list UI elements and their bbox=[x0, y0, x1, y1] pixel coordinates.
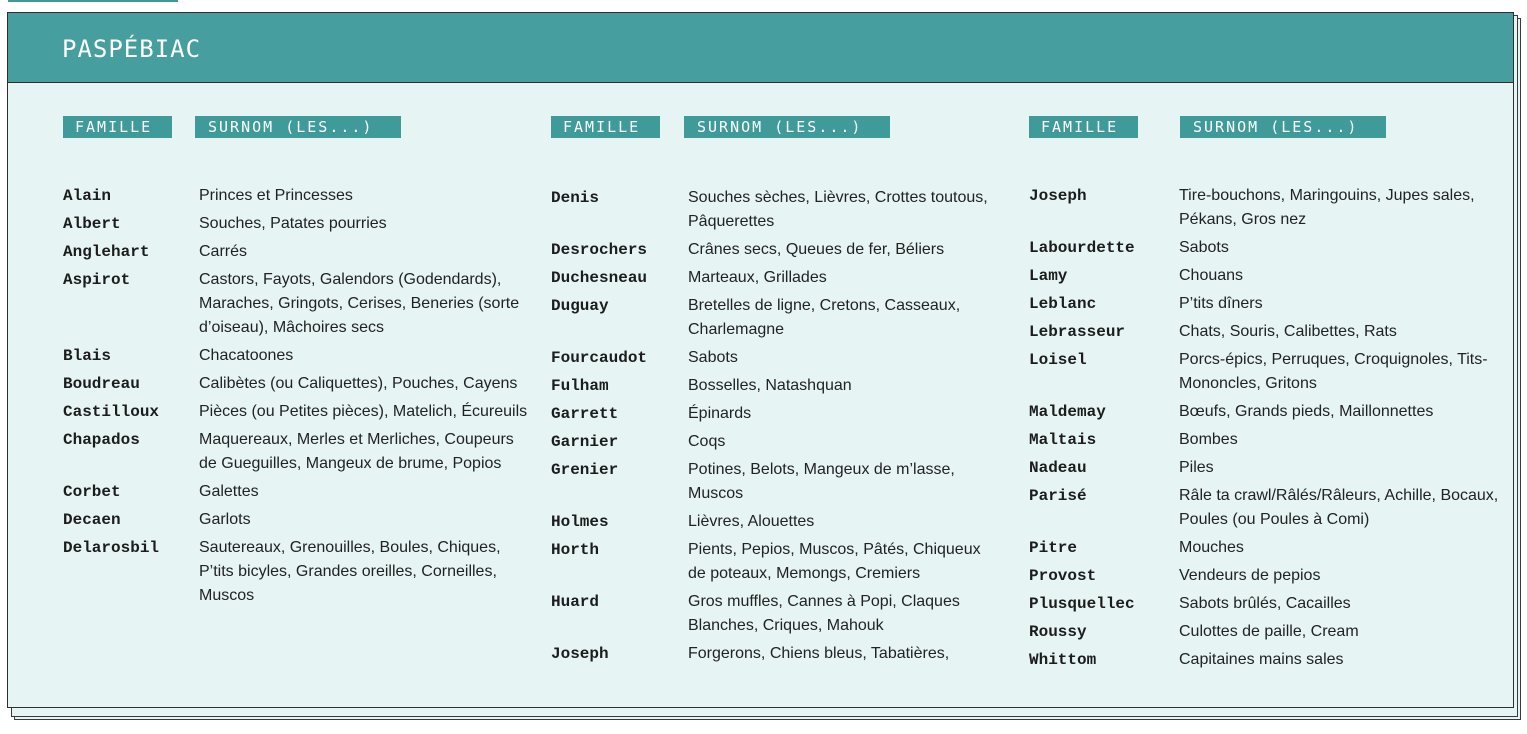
table-row bbox=[1029, 348, 1499, 396]
table-row bbox=[551, 458, 1001, 506]
family-name: Denis bbox=[551, 189, 600, 207]
table-row bbox=[63, 240, 533, 264]
rows bbox=[63, 184, 533, 612]
family-name: Delarosbil bbox=[63, 539, 160, 557]
nicknames: Tire-bouchons, Maringouins, Jupes sales, Pékans, Gros nez bbox=[1179, 187, 1475, 228]
table-row bbox=[551, 590, 1001, 638]
nicknames: Râle ta crawl/Râlés/Râleurs, Achille, Bocaux, Poules (ou Poules à Comi) bbox=[1179, 487, 1499, 528]
card-header bbox=[8, 13, 1513, 83]
nicknames: Bosselles, Natashquan bbox=[688, 377, 852, 394]
family-name: Maltais bbox=[1029, 431, 1097, 449]
famille-header: FAMILLE bbox=[1029, 116, 1138, 138]
table-row bbox=[1029, 648, 1499, 672]
nicknames: Bombes bbox=[1179, 431, 1238, 448]
nicknames: Chats, Souris, Calibettes, Rats bbox=[1179, 323, 1397, 340]
table-row bbox=[551, 346, 1001, 370]
table-row bbox=[1029, 264, 1499, 288]
nicknames: Coqs bbox=[688, 433, 726, 450]
family-name: Joseph bbox=[1029, 187, 1087, 205]
family-name: Duguay bbox=[551, 297, 609, 315]
nicknames: Castors, Fayots, Galendors (Godendards), Maraches, Gringots, Cerises, Beneries (sorte d’oiseau), Mâchoires secs bbox=[199, 271, 520, 336]
nicknames: Sabots bbox=[1179, 239, 1229, 256]
nicknames: P’tits dîners bbox=[1179, 295, 1263, 312]
table-row bbox=[551, 238, 1001, 262]
table-row bbox=[1029, 292, 1499, 316]
table-row bbox=[63, 372, 533, 396]
table-row bbox=[63, 536, 533, 608]
table-row bbox=[63, 400, 533, 424]
family-name: Blais bbox=[63, 347, 112, 365]
rows bbox=[1029, 184, 1499, 676]
surnom-header: SURNOM (LES...) bbox=[684, 116, 890, 138]
family-name: Fulham bbox=[551, 377, 609, 395]
famille-header: FAMILLE bbox=[63, 116, 172, 138]
table-row bbox=[551, 402, 1001, 426]
family-name: Plusquellec bbox=[1029, 595, 1135, 613]
table-row bbox=[63, 508, 533, 532]
nicknames: Gros muffles, Cannes à Popi, Claques Blanches, Criques, Mahouk bbox=[688, 593, 960, 634]
family-name: Anglehart bbox=[63, 243, 150, 261]
nicknames: Chacatoones bbox=[199, 347, 294, 364]
table-row bbox=[1029, 428, 1499, 452]
family-name: Fourcaudot bbox=[551, 349, 648, 367]
nicknames: Crânes secs, Queues de fer, Béliers bbox=[688, 241, 945, 258]
nicknames: Sabots brûlés, Cacailles bbox=[1179, 595, 1351, 612]
family-name: Lebrasseur bbox=[1029, 323, 1126, 341]
top-rule bbox=[8, 0, 178, 2]
nicknames: Pièces (ou Petites pièces), Matelich, Écureuils bbox=[199, 403, 528, 420]
family-name: Corbet bbox=[63, 483, 121, 501]
table-row bbox=[1029, 236, 1499, 260]
family-name: Albert bbox=[63, 215, 121, 233]
family-name: Pitre bbox=[1029, 539, 1078, 557]
family-name: Horth bbox=[551, 541, 600, 559]
family-name: Leblanc bbox=[1029, 295, 1097, 313]
nicknames: Porcs-épics, Perruques, Croquignoles, Tits-Mononcles, Gritons bbox=[1179, 351, 1488, 392]
nicknames: Forgerons, Chiens bleus, Tabatières, bbox=[688, 645, 950, 662]
nicknames: Épinards bbox=[688, 405, 752, 422]
nicknames: Bretelles de ligne, Cretons, Casseaux, Charlemagne bbox=[688, 297, 961, 338]
family-name: Garrett bbox=[551, 405, 619, 423]
family-name: Provost bbox=[1029, 567, 1097, 585]
nicknames: Bœufs, Grands pieds, Maillonnettes bbox=[1179, 403, 1434, 420]
family-name: Roussy bbox=[1029, 623, 1087, 641]
table-row bbox=[63, 184, 533, 208]
family-name: Nadeau bbox=[1029, 459, 1087, 477]
table-row bbox=[551, 294, 1001, 342]
table-row bbox=[63, 480, 533, 504]
family-name: Desrochers bbox=[551, 241, 648, 259]
table-row bbox=[551, 186, 1001, 234]
table-row bbox=[551, 374, 1001, 398]
family-name: Castilloux bbox=[63, 403, 160, 421]
family-name: Joseph bbox=[551, 645, 609, 663]
family-name: Loisel bbox=[1029, 351, 1087, 369]
family-name: Decaen bbox=[63, 511, 121, 529]
table-row bbox=[63, 268, 533, 340]
table-row bbox=[551, 430, 1001, 454]
family-name: Whittom bbox=[1029, 651, 1097, 669]
nicknames: Carrés bbox=[199, 243, 248, 260]
nicknames: Mouches bbox=[1179, 539, 1244, 556]
table-row bbox=[551, 538, 1001, 586]
table-row bbox=[1029, 592, 1499, 616]
family-name: Grenier bbox=[551, 461, 619, 479]
family-name: Huard bbox=[551, 593, 600, 611]
family-name: Holmes bbox=[551, 513, 609, 531]
family-name: Aspirot bbox=[63, 271, 131, 289]
nicknames: Sautereaux, Grenouilles, Boules, Chiques, P’tits bicyles, Grandes oreilles, Corneilles, Muscos bbox=[199, 539, 501, 604]
family-name: Lamy bbox=[1029, 267, 1068, 285]
family-name: Garnier bbox=[551, 433, 619, 451]
nicknames: Potines, Belots, Mangeux de m’lasse, Muscos bbox=[688, 461, 955, 502]
nicknames: Galettes bbox=[199, 483, 259, 500]
nicknames: Maquereaux, Merles et Merliches, Coupeurs de Gueguilles, Mangeux de brume, Popios bbox=[199, 431, 514, 472]
table-row bbox=[551, 510, 1001, 534]
table-row bbox=[551, 266, 1001, 290]
nicknames: Culottes de paille, Cream bbox=[1179, 623, 1359, 640]
nicknames: Chouans bbox=[1179, 267, 1244, 284]
famille-header: FAMILLE bbox=[551, 116, 660, 138]
table-row bbox=[551, 642, 1001, 666]
nicknames: Vendeurs de pepios bbox=[1179, 567, 1321, 584]
nicknames: Princes et Princesses bbox=[199, 187, 353, 204]
family-name: Chapados bbox=[63, 431, 140, 449]
surnom-header: SURNOM (LES...) bbox=[195, 116, 401, 138]
table-row bbox=[1029, 320, 1499, 344]
family-name: Parisé bbox=[1029, 487, 1087, 505]
table-row bbox=[63, 344, 533, 368]
nicknames: Pients, Pepios, Muscos, Pâtés, Chiqueux de poteaux, Memongs, Cremiers bbox=[688, 541, 981, 582]
nickname-table-card bbox=[7, 12, 1514, 708]
table-row bbox=[63, 212, 533, 236]
card-title: PASPÉBIAC bbox=[62, 35, 202, 63]
nicknames: Capitaines mains sales bbox=[1179, 651, 1344, 668]
family-name: Alain bbox=[63, 187, 112, 205]
family-name: Boudreau bbox=[63, 375, 140, 393]
table-row bbox=[1029, 456, 1499, 480]
nicknames: Garlots bbox=[199, 511, 251, 528]
nicknames: Calibètes (ou Caliquettes), Pouches, Cayens bbox=[199, 375, 518, 392]
family-name: Maldemay bbox=[1029, 403, 1106, 421]
table-row bbox=[1029, 620, 1499, 644]
nicknames: Sabots bbox=[688, 349, 738, 366]
nicknames: Lièvres, Alouettes bbox=[688, 513, 815, 530]
table-row bbox=[1029, 484, 1499, 532]
surnom-header: SURNOM (LES...) bbox=[1180, 116, 1386, 138]
table-row bbox=[1029, 400, 1499, 424]
table-row bbox=[1029, 564, 1499, 588]
nicknames: Souches sèches, Lièvres, Crottes toutous, Pâquerettes bbox=[688, 189, 988, 230]
rows bbox=[551, 186, 1001, 670]
nicknames: Souches, Patates pourries bbox=[199, 215, 387, 232]
table-row bbox=[1029, 184, 1499, 232]
family-name: Duchesneau bbox=[551, 269, 648, 287]
nicknames: Marteaux, Grillades bbox=[688, 269, 827, 286]
table-row bbox=[1029, 536, 1499, 560]
family-name: Labourdette bbox=[1029, 239, 1135, 257]
table-row bbox=[63, 428, 533, 476]
nicknames: Piles bbox=[1179, 459, 1214, 476]
